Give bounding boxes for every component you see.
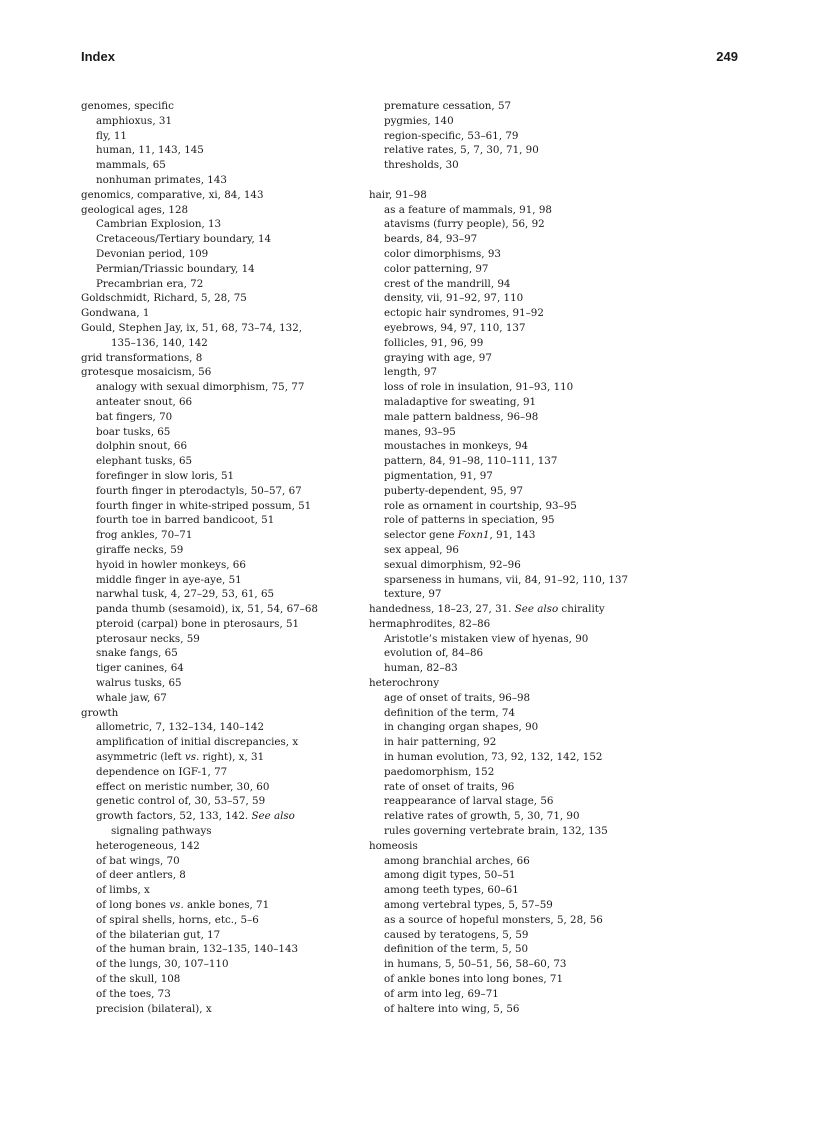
index-subentry: relative rates, 5, 7, 30, 71, 90 bbox=[384, 144, 539, 157]
index-subentry: moustaches in monkeys, 94 bbox=[384, 440, 529, 453]
index-subentry: giraffe necks, 59 bbox=[96, 543, 184, 556]
index-subentry: 135–136, 140, 142 bbox=[111, 336, 208, 349]
index-subentry: of the skull, 108 bbox=[96, 973, 181, 986]
index-column-left bbox=[81, 99, 351, 1016]
index-subentry: color dimorphisms, 93 bbox=[384, 247, 501, 260]
index-subentry: definition of the term, 74 bbox=[384, 706, 515, 719]
index-subentry: walrus tusks, 65 bbox=[96, 677, 182, 690]
index-subentry: loss of role in insulation, 91–93, 110 bbox=[384, 381, 574, 394]
index-subentry: eyebrows, 94, 97, 110, 137 bbox=[384, 321, 526, 334]
index-subentry: in humans, 5, 50–51, 56, 58–60, 73 bbox=[384, 958, 567, 971]
index-subentry: signaling pathways bbox=[111, 825, 212, 838]
index-column-right bbox=[369, 99, 649, 1016]
index-subentry: pygmies, 140 bbox=[384, 114, 454, 127]
entry-spacer bbox=[369, 173, 649, 188]
index-subentry: beards, 84, 93–97 bbox=[384, 233, 478, 246]
index-subentry: male pattern baldness, 96–98 bbox=[384, 410, 539, 423]
index-subentry: of long bones vs. ankle bones, 71 bbox=[96, 899, 270, 912]
index-subentry: middle finger in aye-aye, 51 bbox=[96, 573, 242, 586]
index-subentry: sexual dimorphism, 92–96 bbox=[384, 558, 521, 571]
index-entry: homeosis bbox=[369, 839, 418, 852]
index-subentry: ectopic hair syndromes, 91–92 bbox=[384, 307, 544, 320]
index-subentry: as a feature of mammals, 91, 98 bbox=[384, 203, 552, 216]
index-subentry: reappearance of larval stage, 56 bbox=[384, 795, 554, 808]
index-subentry: definition of the term, 5, 50 bbox=[384, 943, 529, 956]
index-subentry: pattern, 84, 91–98, 110–111, 137 bbox=[384, 455, 558, 468]
index-subentry: fly, 11 bbox=[96, 129, 127, 142]
index-subentry: Cretaceous/Tertiary boundary, 14 bbox=[96, 233, 272, 246]
index-subentry: nonhuman primates, 143 bbox=[96, 173, 227, 186]
index-subentry: maladaptive for sweating, 91 bbox=[384, 395, 537, 408]
index-subentry: paedomorphism, 152 bbox=[384, 765, 495, 778]
index-subentry: narwhal tusk, 4, 27–29, 53, 61, 65 bbox=[96, 588, 275, 601]
index-subentry: of arm into leg, 69–71 bbox=[384, 987, 499, 1000]
index-subentry: mammals, 65 bbox=[96, 159, 166, 172]
index-subentry: of the human brain, 132–135, 140–143 bbox=[96, 943, 299, 956]
index-subentry: age of onset of traits, 96–98 bbox=[384, 691, 531, 704]
index-subentry: amplification of initial discrepancies, x bbox=[96, 736, 299, 749]
index-entry: hermaphrodites, 82–86 bbox=[369, 617, 491, 630]
index-subentry: as a source of hopeful monsters, 5, 28, 56 bbox=[384, 913, 603, 926]
index-subentry: boar tusks, 65 bbox=[96, 425, 171, 438]
index-subentry: of the bilaterian gut, 17 bbox=[96, 928, 221, 941]
index-entry: Gondwana, 1 bbox=[81, 307, 150, 320]
index-subentry: of bat wings, 70 bbox=[96, 854, 180, 867]
index-subentry: relative rates of growth, 5, 30, 71, 90 bbox=[384, 810, 580, 823]
index-subentry: length, 97 bbox=[384, 366, 438, 379]
index-subentry: among teeth types, 60–61 bbox=[384, 884, 519, 897]
index-subentry: allometric, 7, 132–134, 140–142 bbox=[96, 721, 265, 734]
index-subentry: follicles, 91, 96, 99 bbox=[384, 336, 484, 349]
index-subentry: precision (bilateral), x bbox=[96, 1002, 212, 1015]
index-subentry: rate of onset of traits, 96 bbox=[384, 780, 515, 793]
index-entry: Gould, Stephen Jay, ix, 51, 68, 73–74, 132, bbox=[81, 321, 303, 334]
index-subentry: Cambrian Explosion, 13 bbox=[96, 218, 222, 231]
index-subentry: thresholds, 30 bbox=[384, 159, 459, 172]
index-subentry: rules governing vertebrate brain, 132, 135 bbox=[384, 825, 608, 838]
index-subentry: fourth finger in white-striped possum, 51 bbox=[96, 499, 312, 512]
index-subentry: sparseness in humans, vii, 84, 91–92, 110, 137 bbox=[384, 573, 629, 586]
index-subentry: human, 11, 143, 145 bbox=[96, 144, 204, 157]
page-number: 249 bbox=[716, 49, 738, 64]
index-subentry: dolphin snout, 66 bbox=[96, 440, 188, 453]
index-subentry: whale jaw, 67 bbox=[96, 691, 167, 704]
index-subentry: bat fingers, 70 bbox=[96, 410, 173, 423]
index-entry: handedness, 18–23, 27, 31. See also chirality bbox=[369, 603, 605, 616]
index-subentry: dependence on IGF-1, 77 bbox=[96, 765, 228, 778]
index-subentry: of deer antlers, 8 bbox=[96, 869, 186, 882]
index-subentry: fourth finger in pterodactyls, 50–57, 67 bbox=[96, 484, 302, 497]
index-subentry: analogy with sexual dimorphism, 75, 77 bbox=[96, 381, 305, 394]
index-subentry: in hair patterning, 92 bbox=[384, 736, 497, 749]
index-subentry: genetic control of, 30, 53–57, 59 bbox=[96, 795, 266, 808]
running-header-title: Index bbox=[81, 49, 115, 64]
index-subentry: evolution of, 84–86 bbox=[384, 647, 484, 660]
index-subentry: Aristotle’s mistaken view of hyenas, 90 bbox=[384, 632, 589, 645]
index-entry: genomes, specific bbox=[81, 100, 174, 112]
index-subentry: atavisms (furry people), 56, 92 bbox=[384, 218, 545, 231]
index-subentry: selector gene Foxn1, 91, 143 bbox=[384, 529, 536, 542]
index-subentry: Devonian period, 109 bbox=[96, 247, 209, 260]
index-subentry: among digit types, 50–51 bbox=[384, 869, 516, 882]
index-subentry: Permian/Triassic boundary, 14 bbox=[96, 262, 255, 275]
index-subentry: snake fangs, 65 bbox=[96, 647, 178, 660]
index-subentry: elephant tusks, 65 bbox=[96, 455, 193, 468]
index-subentry: caused by teratogens, 5, 59 bbox=[384, 928, 529, 941]
index-subentry: premature cessation, 57 bbox=[384, 100, 512, 112]
index-entry: heterochrony bbox=[369, 677, 440, 690]
index-subentry: forefinger in slow loris, 51 bbox=[96, 469, 235, 482]
index-subentry: of ankle bones into long bones, 71 bbox=[384, 973, 563, 986]
index-subentry: frog ankles, 70–71 bbox=[96, 529, 193, 542]
index-subentry: role as ornament in courtship, 93–95 bbox=[384, 499, 577, 512]
index-entry: Goldschmidt, Richard, 5, 28, 75 bbox=[81, 292, 247, 305]
index-subentry: tiger canines, 64 bbox=[96, 662, 184, 675]
index-subentry: hyoid in howler monkeys, 66 bbox=[96, 558, 246, 571]
index-subentry: of spiral shells, horns, etc., 5–6 bbox=[96, 913, 259, 926]
index-entry: growth bbox=[81, 706, 119, 719]
index-subentry: effect on meristic number, 30, 60 bbox=[96, 780, 270, 793]
index-subentry: graying with age, 97 bbox=[384, 351, 492, 364]
index-entry: geological ages, 128 bbox=[81, 203, 189, 216]
index-subentry: of the toes, 73 bbox=[96, 987, 171, 1000]
index-entry: grid transformations, 8 bbox=[81, 351, 203, 364]
index-subentry: crest of the mandrill, 94 bbox=[384, 277, 511, 290]
index-subentry: among branchial arches, 66 bbox=[384, 854, 530, 867]
index-subentry: role of patterns in speciation, 95 bbox=[384, 514, 555, 527]
index-subentry: density, vii, 91–92, 97, 110 bbox=[384, 292, 524, 305]
index-subentry: manes, 93–95 bbox=[384, 425, 456, 438]
index-subentry: amphioxus, 31 bbox=[96, 114, 172, 127]
index-subentry: pterosaur necks, 59 bbox=[96, 632, 200, 645]
index-entry: hair, 91–98 bbox=[369, 188, 427, 201]
index-subentry: pigmentation, 91, 97 bbox=[384, 469, 493, 482]
index-subentry: among vertebral types, 5, 57–59 bbox=[384, 899, 553, 912]
index-entry: genomics, comparative, xi, 84, 143 bbox=[81, 188, 264, 201]
index-subentry: in changing organ shapes, 90 bbox=[384, 721, 539, 734]
index-subentry: texture, 97 bbox=[384, 588, 442, 601]
index-subentry: Precambrian era, 72 bbox=[96, 277, 204, 290]
index-subentry: asymmetric (left vs. right), x, 31 bbox=[96, 751, 265, 764]
index-subentry: sex appeal, 96 bbox=[384, 543, 459, 556]
index-subentry: color patterning, 97 bbox=[384, 262, 489, 275]
index-subentry: puberty-dependent, 95, 97 bbox=[384, 484, 524, 497]
index-subentry: panda thumb (sesamoid), ix, 51, 54, 67–68 bbox=[96, 603, 318, 616]
index-subentry: in human evolution, 73, 92, 132, 142, 152 bbox=[384, 751, 603, 764]
index-subentry: anteater snout, 66 bbox=[96, 395, 193, 408]
index-subentry: of limbs, x bbox=[96, 884, 150, 897]
index-entry: grotesque mosaicism, 56 bbox=[81, 366, 212, 379]
index-subentry: heterogeneous, 142 bbox=[96, 839, 200, 852]
index-subentry: region-specific, 53–61, 79 bbox=[384, 129, 519, 142]
index-subentry: growth factors, 52, 133, 142. See also bbox=[96, 810, 295, 823]
index-subentry: of the lungs, 30, 107–110 bbox=[96, 958, 229, 971]
index-subentry: human, 82–83 bbox=[384, 662, 458, 675]
index-subentry: of haltere into wing, 5, 56 bbox=[384, 1002, 520, 1015]
index-subentry: fourth toe in barred bandicoot, 51 bbox=[96, 514, 275, 527]
index-subentry: pteroid (carpal) bone in pterosaurs, 51 bbox=[96, 617, 300, 630]
